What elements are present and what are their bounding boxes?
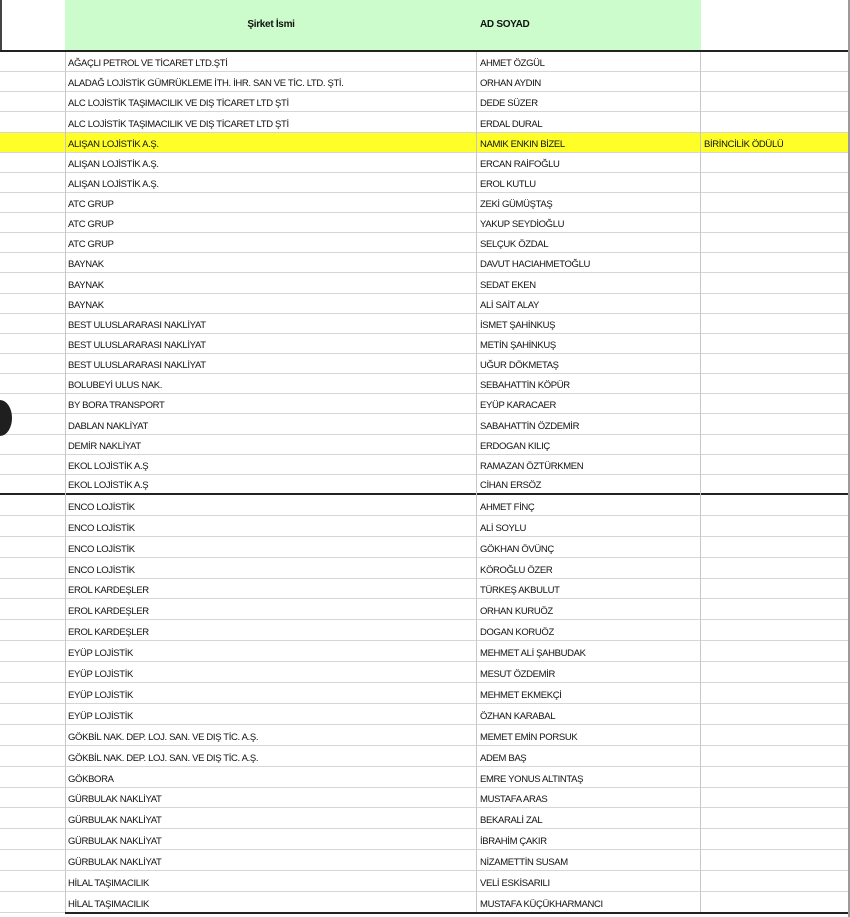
name-cell[interactable]: SABAHATTİN ÖZDEMİR [480, 420, 580, 432]
name-cell[interactable]: NAMIK ENKIN BİZEL [480, 138, 565, 150]
table-row [0, 662, 850, 683]
note-cell[interactable] [704, 620, 846, 640]
company-cell[interactable]: DABLAN NAKLİYAT [68, 420, 148, 432]
name-cell[interactable]: ORHAN AYDIN [480, 78, 541, 90]
column-divider-middle [476, 52, 477, 914]
table-row [0, 394, 850, 414]
note-cell[interactable] [704, 253, 846, 272]
name-cell[interactable]: UĞUR DÖKMETAŞ [480, 360, 559, 372]
note-cell[interactable] [704, 233, 846, 252]
company-cell[interactable]: ALADAĞ LOJİSTİK GÜMRÜKLEME İTH. İHR. SAN VE TİC. LTD. ŞTİ. [68, 78, 344, 90]
note-cell[interactable] [704, 871, 846, 891]
name-cell[interactable]: DOGAN KORUÖZ [480, 627, 554, 639]
note-cell[interactable] [704, 809, 846, 829]
note-cell[interactable] [704, 850, 846, 870]
company-cell[interactable]: EYÜP LOJİSTİK [68, 689, 133, 701]
table-row [0, 233, 850, 253]
company-cell[interactable]: EKOL LOJİSTİK A.Ş [68, 460, 149, 472]
company-column-header: Şirket İsmi [247, 19, 295, 30]
name-cell[interactable]: EYÜP KARACAER [480, 400, 557, 412]
note-cell[interactable] [704, 704, 846, 724]
table-row [0, 153, 850, 173]
name-cell[interactable]: ADEM BAŞ [480, 752, 527, 764]
company-cell[interactable]: ATC GRUP [68, 199, 114, 211]
note-cell[interactable] [704, 516, 846, 536]
note-cell[interactable] [704, 374, 846, 393]
note-cell[interactable]: BİRİNCİLİK ÖDÜLÜ [704, 138, 784, 150]
name-cell[interactable]: ERCAN RAİFOĞLU [480, 158, 560, 170]
note-cell[interactable] [704, 495, 846, 515]
name-cell[interactable]: ALİ SOYLU [480, 522, 526, 534]
name-cell[interactable]: ZEKİ GÜMÜŞTAŞ [480, 199, 553, 211]
name-cell[interactable]: RAMAZAN ÖZTÜRKMEN [480, 460, 584, 472]
table-row [0, 52, 850, 72]
company-cell[interactable]: EKOL LOJİSTİK A.Ş [68, 479, 149, 491]
name-cell[interactable]: AHMET ÖZGÜL [480, 58, 545, 70]
name-cell[interactable]: MEHMET ALİ ŞAHBUDAK [480, 648, 586, 660]
note-cell[interactable] [704, 558, 846, 578]
name-cell[interactable]: DAVUT HACIAHMETOĞLU [480, 259, 591, 271]
company-cell[interactable]: BEST ULUSLARARASI NAKLİYAT [68, 340, 206, 352]
table-row [0, 72, 850, 92]
table-bottom-border [65, 912, 850, 914]
table-row [0, 516, 850, 537]
company-cell[interactable]: HİLAL TAŞIMACILIK [68, 898, 149, 910]
table-row [0, 704, 850, 725]
table-row [0, 374, 850, 394]
company-cell[interactable]: GÜRBULAK NAKLİYAT [68, 857, 162, 869]
company-cell[interactable]: ENCO LOJİSTİK [68, 501, 135, 513]
note-cell[interactable] [704, 829, 846, 849]
note-cell[interactable] [704, 579, 846, 599]
table-row [0, 537, 850, 558]
table-row [0, 475, 850, 495]
company-cell[interactable]: EYÜP LOJİSTİK [68, 648, 133, 660]
name-cell[interactable]: İBRAHİM ÇAKIR [480, 836, 547, 848]
company-cell[interactable]: ALIŞAN LOJİSTİK A.Ş. [68, 158, 159, 170]
table-row [0, 193, 850, 213]
table-row [0, 788, 850, 809]
name-cell[interactable]: VELİ ESKİSARILI [480, 878, 550, 890]
note-cell[interactable] [704, 662, 846, 682]
name-cell[interactable]: METİN ŞAHİNKUŞ [480, 340, 556, 352]
note-cell[interactable] [704, 600, 846, 620]
table-row [0, 558, 850, 579]
table-row [0, 314, 850, 334]
name-cell[interactable]: DEDE SÜZER [480, 98, 538, 110]
company-cell[interactable]: EROL KARDEŞLER [68, 606, 149, 618]
note-cell[interactable] [704, 394, 846, 413]
table-row [0, 579, 850, 600]
note-cell[interactable] [704, 153, 846, 172]
note-cell[interactable] [704, 435, 846, 454]
company-cell[interactable]: GÜRBULAK NAKLİYAT [68, 794, 162, 806]
company-cell[interactable]: GÖKBORA [68, 773, 114, 785]
note-cell[interactable] [704, 112, 846, 131]
name-cell[interactable]: MUSTAFA ARAS [480, 794, 548, 806]
note-cell[interactable] [704, 414, 846, 433]
note-cell[interactable] [704, 173, 846, 192]
name-cell[interactable]: MUSTAFA KÜÇÜKHARMANCI [480, 898, 603, 910]
table-row [0, 829, 850, 850]
note-cell[interactable] [704, 334, 846, 353]
table-row [0, 871, 850, 892]
name-cell[interactable]: ERDAL DURAL [480, 118, 543, 130]
table-row [0, 495, 850, 516]
note-cell[interactable] [704, 354, 846, 373]
company-cell[interactable]: ENCO LOJİSTİK [68, 564, 135, 576]
company-cell[interactable]: ENCO LOJİSTİK [68, 543, 135, 555]
company-cell[interactable]: ENCO LOJİSTİK [68, 522, 135, 534]
left-frame-border [0, 0, 2, 50]
company-cell[interactable]: BY BORA TRANSPORT [68, 400, 165, 412]
note-cell[interactable] [704, 193, 846, 212]
note-cell[interactable] [704, 92, 846, 111]
note-cell[interactable] [704, 683, 846, 703]
table-row [0, 435, 850, 455]
company-cell[interactable]: ALIŞAN LOJİSTİK A.Ş. [68, 178, 159, 190]
company-cell[interactable]: EYÜP LOJİSTİK [68, 669, 133, 681]
note-cell[interactable] [704, 475, 846, 493]
table-row [0, 354, 850, 374]
company-cell[interactable]: GÖKBİL NAK. DEP. LOJ. SAN. VE DIŞ TİC. A.Ş. [68, 752, 259, 764]
company-cell[interactable]: BAYNAK [68, 299, 104, 311]
note-cell[interactable] [704, 294, 846, 313]
table-row-highlighted [0, 133, 850, 153]
name-cell[interactable]: EMRE YONUS ALTINTAŞ [480, 773, 584, 785]
company-cell[interactable]: ALIŞAN LOJİSTİK A.Ş. [68, 138, 159, 150]
note-cell[interactable] [704, 746, 846, 766]
table-row [0, 213, 850, 233]
name-cell[interactable]: AHMET FİNÇ [480, 501, 535, 513]
table-row [0, 294, 850, 314]
company-cell[interactable]: ATC GRUP [68, 239, 114, 251]
table-row [0, 809, 850, 830]
name-cell[interactable]: ALİ SAİT ALAY [480, 299, 539, 311]
table-row [0, 683, 850, 704]
table-row [0, 600, 850, 621]
note-cell[interactable] [704, 767, 846, 787]
note-cell[interactable] [704, 52, 846, 71]
table-row [0, 112, 850, 132]
note-cell[interactable] [704, 788, 846, 808]
company-cell[interactable]: BOLUBEYİ ULUS NAK. [68, 380, 163, 392]
note-cell[interactable] [704, 455, 846, 474]
name-cell[interactable]: YAKUP SEYDİOĞLU [480, 219, 565, 231]
company-cell[interactable]: ATC GRUP [68, 219, 114, 231]
note-cell[interactable] [704, 892, 846, 912]
table-row [0, 641, 850, 662]
name-cell[interactable]: NİZAMETTİN SUSAM [480, 857, 568, 869]
table-row [0, 173, 850, 193]
name-cell[interactable]: ORHAN KURUÖZ [480, 606, 553, 618]
table-row [0, 92, 850, 112]
name-cell[interactable]: BEKARALİ ZAL [480, 815, 543, 827]
company-cell[interactable]: HİLAL TAŞIMACILIK [68, 878, 149, 890]
name-cell[interactable]: MEMET EMİN PORSUK [480, 731, 578, 743]
name-column-header: AD SOYAD [480, 19, 530, 30]
name-cell[interactable]: SELÇUK ÖZDAL [480, 239, 549, 251]
table-row [0, 725, 850, 746]
table-row [0, 274, 850, 294]
column-divider-right [700, 52, 701, 914]
note-cell[interactable] [704, 725, 846, 745]
company-cell[interactable]: BAYNAK [68, 279, 104, 291]
name-cell[interactable]: SEBAHATTİN KÖPÜR [480, 380, 570, 392]
name-cell[interactable]: İSMET ŞAHİNKUŞ [480, 319, 556, 331]
table-row [0, 455, 850, 475]
table-row [0, 334, 850, 354]
note-cell[interactable] [704, 314, 846, 333]
company-cell[interactable]: BAYNAK [68, 259, 104, 271]
company-cell[interactable]: ALC LOJİSTİK TAŞIMACILIK VE DIŞ TİCARET LTD ŞTİ [68, 118, 289, 130]
table-row [0, 620, 850, 641]
table-row [0, 253, 850, 273]
table-row [0, 850, 850, 871]
note-cell[interactable] [704, 72, 846, 91]
company-cell[interactable]: AĞAÇLI PETROL VE TİCARET LTD.ŞTİ [68, 58, 228, 70]
name-cell[interactable]: EROL KUTLU [480, 178, 536, 190]
company-cell[interactable]: ALC LOJİSTİK TAŞIMACILIK VE DIŞ TİCARET LTD ŞTİ [68, 98, 289, 110]
note-cell[interactable] [704, 213, 846, 232]
name-cell[interactable]: MEHMET EKMEKÇİ [480, 689, 562, 701]
note-cell[interactable] [704, 274, 846, 293]
company-cell[interactable]: GÖKBİL NAK. DEP. LOJ. SAN. VE DIŞ TİC. A.Ş. [68, 731, 259, 743]
table-row [0, 414, 850, 434]
table-row [0, 767, 850, 788]
table-row [0, 746, 850, 767]
note-cell[interactable] [704, 641, 846, 661]
company-cell[interactable]: EROL KARDEŞLER [68, 627, 149, 639]
note-cell[interactable] [704, 537, 846, 557]
name-cell[interactable]: KÖROĞLU ÖZER [480, 564, 553, 576]
name-cell[interactable]: CİHAN ERSÖZ [480, 479, 542, 491]
column-divider-left [65, 52, 66, 914]
company-cell[interactable]: EYÜP LOJİSTİK [68, 710, 133, 722]
company-cell[interactable]: DEMİR NAKLİYAT [68, 440, 141, 452]
company-cell[interactable]: GÜRBULAK NAKLİYAT [68, 836, 162, 848]
name-cell[interactable]: ERDOGAN KILIÇ [480, 440, 550, 452]
name-cell[interactable]: SEDAT EKEN [480, 279, 536, 291]
company-cell[interactable]: EROL KARDEŞLER [68, 585, 149, 597]
table-row [0, 892, 850, 913]
company-cell[interactable]: BEST ULUSLARARASI NAKLİYAT [68, 360, 206, 372]
name-cell[interactable]: TÜRKEŞ AKBULUT [480, 585, 560, 597]
company-cell[interactable]: BEST ULUSLARARASI NAKLİYAT [68, 319, 206, 331]
name-cell[interactable]: MESUT ÖZDEMİR [480, 669, 555, 681]
company-cell[interactable]: GÜRBULAK NAKLİYAT [68, 815, 162, 827]
name-cell[interactable]: ÖZHAN KARABAL [480, 710, 556, 722]
name-cell[interactable]: GÖKHAN ÖVÜNÇ [480, 543, 554, 555]
